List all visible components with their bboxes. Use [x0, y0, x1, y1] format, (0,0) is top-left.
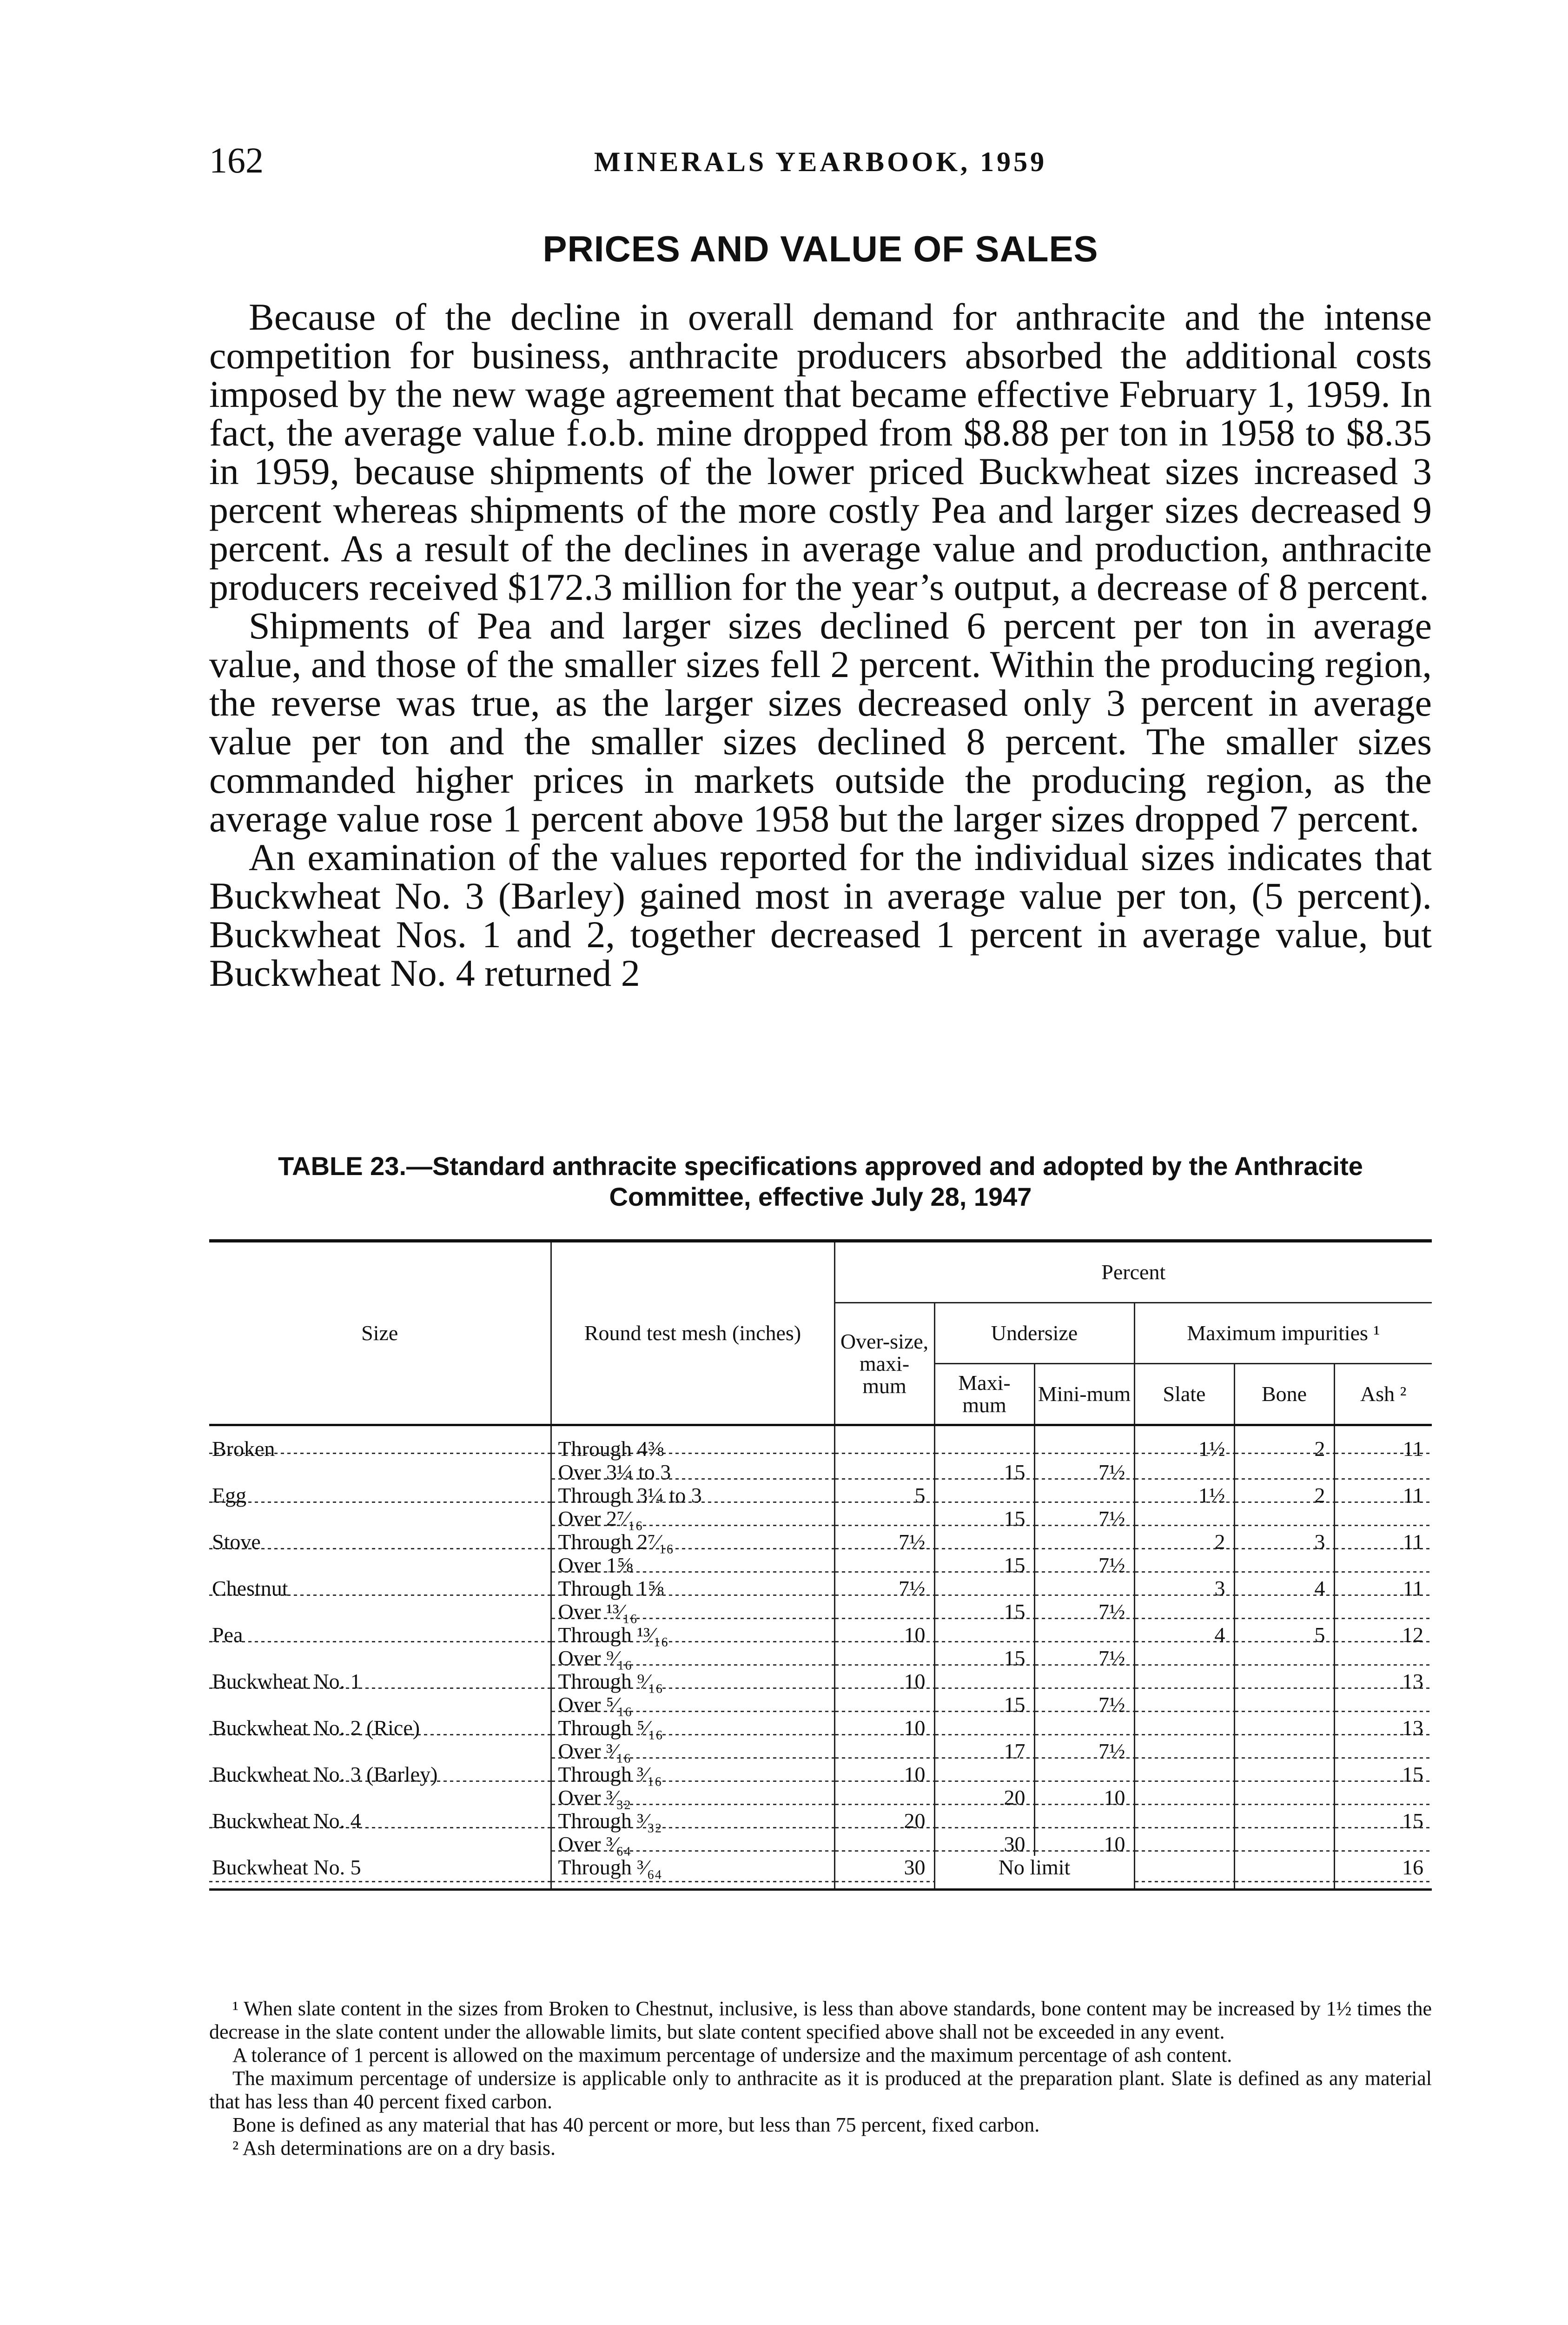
undersize-min-cell: 7½ — [1034, 1647, 1134, 1670]
footnote: The maximum percentage of undersize is applicable only to anthracite as it is produced at the preparation plant. Slate is defined as any material that has less than 40 percent fixed carbon. — [209, 2067, 1432, 2113]
oversize-cell — [834, 1600, 934, 1623]
bone-cell — [1234, 1461, 1334, 1484]
ash-cell: 13 — [1334, 1670, 1432, 1693]
mesh-cell: Over 2⁷⁄₁₆ — [551, 1507, 834, 1530]
section-heading: PRICES AND VALUE OF SALES — [543, 228, 1098, 269]
footnote: Bone is defined as any material that has 40 percent or more, but less than 75 percent, fixed carbon. — [232, 2113, 1040, 2136]
ash-cell: 16 — [1334, 1856, 1432, 1890]
table-row — [209, 1856, 1432, 1890]
undersize-max-header: Maxi-mum — [934, 1364, 1034, 1425]
ash-cell — [1334, 1507, 1432, 1530]
undersize-min-cell — [1034, 1530, 1134, 1554]
mesh-column-header: Round test mesh (inches) — [551, 1241, 834, 1425]
ash-cell: 13 — [1334, 1716, 1432, 1740]
oversize-cell: 10 — [834, 1763, 934, 1786]
mesh-cell: Over ¹³⁄₁₆ — [551, 1600, 834, 1623]
undersize-min-cell: 7½ — [1034, 1740, 1134, 1763]
undersize-max-cell — [934, 1623, 1034, 1647]
undersize-max-cell: 15 — [934, 1507, 1034, 1530]
undersize-min-cell — [1034, 1484, 1134, 1507]
undersize-max-cell: 15 — [934, 1647, 1034, 1670]
running-title: MINERALS YEARBOOK, 1959 — [594, 146, 1047, 177]
slate-cell — [1134, 1740, 1234, 1763]
undersize-min-header: Mini-mum — [1034, 1364, 1134, 1425]
footnote: A tolerance of 1 percent is allowed on the maximum percentage of undersize and the maximum percentage of ash content. — [232, 2044, 1232, 2066]
undersize-max-cell: 15 — [934, 1693, 1034, 1716]
footnote: ¹ When slate content in the sizes from Broken to Chestnut, inclusive, is less than above standards, bone content may be increased by 1½ times the decrease in the slate content under the allowable limits, but slate content specified above shall not be exceeded in any event. — [209, 1997, 1432, 2043]
slate-cell — [1134, 1786, 1234, 1809]
running-head — [209, 140, 1432, 186]
slate-header: Slate — [1134, 1364, 1234, 1425]
undersize-min-cell: 7½ — [1034, 1600, 1134, 1623]
slate-cell — [1134, 1554, 1234, 1577]
bone-cell — [1234, 1600, 1334, 1623]
ash-cell: 11 — [1334, 1484, 1432, 1507]
undersize-max-cell: 15 — [934, 1461, 1034, 1484]
bone-cell — [1234, 1693, 1334, 1716]
specifications-table — [209, 1239, 1432, 1891]
mesh-cell: Through ³⁄₆₄ — [551, 1856, 834, 1890]
bone-cell — [1234, 1763, 1334, 1786]
undersize-max-cell — [934, 1670, 1034, 1693]
size-cell: Buckwheat No. 1 — [209, 1670, 551, 1693]
size-cell: Buckwheat No. 4 — [209, 1809, 551, 1833]
ash-cell — [1334, 1647, 1432, 1670]
slate-cell: 4 — [1134, 1623, 1234, 1647]
oversize-cell — [834, 1740, 934, 1763]
table-row — [209, 1425, 1432, 1461]
mesh-cell: Over 1⅝ — [551, 1554, 834, 1577]
table-row — [209, 1461, 1432, 1484]
size-cell — [209, 1786, 551, 1809]
page-number: 162 — [209, 140, 264, 180]
undersize-min-cell — [1034, 1425, 1134, 1461]
oversize-cell: 10 — [834, 1670, 934, 1693]
bone-cell — [1234, 1740, 1334, 1763]
size-cell — [209, 1600, 551, 1623]
undersize-max-cell — [934, 1425, 1034, 1461]
table-row — [209, 1670, 1432, 1693]
table-row — [209, 1623, 1432, 1647]
undersize-max-cell: 15 — [934, 1600, 1034, 1623]
undersize-min-cell: 7½ — [1034, 1554, 1134, 1577]
table-row — [209, 1507, 1432, 1530]
bone-cell: 3 — [1234, 1530, 1334, 1554]
oversize-cell — [834, 1554, 934, 1577]
slate-cell — [1134, 1716, 1234, 1740]
oversize-cell: 10 — [834, 1716, 934, 1740]
table-row — [209, 1763, 1432, 1786]
bone-cell: 4 — [1234, 1577, 1334, 1600]
size-cell — [209, 1461, 551, 1484]
undersize-max-cell — [934, 1763, 1034, 1786]
undersize-max-cell — [934, 1484, 1034, 1507]
mesh-cell: Over 3¼ to 3 — [551, 1461, 834, 1484]
mesh-cell: Through ³⁄₁₆ — [551, 1763, 834, 1786]
bone-cell: 5 — [1234, 1623, 1334, 1647]
bone-cell — [1234, 1670, 1334, 1693]
size-cell — [209, 1740, 551, 1763]
size-cell — [209, 1507, 551, 1530]
undersize-max-cell — [934, 1577, 1034, 1600]
oversize-cell — [834, 1461, 934, 1484]
paragraph: An examination of the values reported for the individual sizes indicates that Buckwheat No. 3 (Barley) gained most in average value per ton, (5 percent). Buckwheat Nos. 1 and 2, together decreased 1 percent in average value, but Buckwheat No. 4 returned 2 — [209, 836, 1432, 994]
ash-cell: 15 — [1334, 1809, 1432, 1833]
oversize-cell: 7½ — [834, 1530, 934, 1554]
mesh-cell: Over ³⁄₆₄ — [551, 1833, 834, 1856]
table-body — [209, 1425, 1432, 1890]
oversize-cell — [834, 1833, 934, 1856]
ash-cell — [1334, 1554, 1432, 1577]
size-cell — [209, 1554, 551, 1577]
size-cell: Broken — [209, 1425, 551, 1461]
undersize-min-cell — [1034, 1577, 1134, 1600]
slate-cell — [1134, 1670, 1234, 1693]
oversize-cell: 20 — [834, 1809, 934, 1833]
undersize-max-cell — [934, 1716, 1034, 1740]
oversize-cell: 10 — [834, 1623, 934, 1647]
undersize-max-cell — [934, 1809, 1034, 1833]
ash-cell — [1334, 1693, 1432, 1716]
slate-cell — [1134, 1647, 1234, 1670]
oversize-cell — [834, 1693, 934, 1716]
bone-cell — [1234, 1554, 1334, 1577]
size-cell: Chestnut — [209, 1577, 551, 1600]
size-cell — [209, 1647, 551, 1670]
footnote: ² Ash determinations are on a dry basis. — [232, 2137, 556, 2159]
size-cell: Buckwheat No. 2 (Rice) — [209, 1716, 551, 1740]
table-row — [209, 1530, 1432, 1554]
ash-cell: 11 — [1334, 1530, 1432, 1554]
oversize-cell: 5 — [834, 1484, 934, 1507]
size-column-header: Size — [209, 1241, 551, 1425]
table-row — [209, 1647, 1432, 1670]
slate-cell: 1½ — [1134, 1425, 1234, 1461]
table-caption: TABLE 23.—Standard anthracite specifications approved and adopted by the Anthracite Committee, effective July 28, 1947 — [278, 1151, 1363, 1211]
footnotes — [209, 1997, 1432, 2160]
size-cell: Pea — [209, 1623, 551, 1647]
ash-cell — [1334, 1600, 1432, 1623]
undersize-max-cell: 20 — [934, 1786, 1034, 1809]
oversize-cell — [834, 1425, 934, 1461]
mesh-cell: Over ⁹⁄₁₆ — [551, 1647, 834, 1670]
undersize-min-cell: 7½ — [1034, 1693, 1134, 1716]
slate-cell — [1134, 1856, 1234, 1890]
undersize-min-cell: 7½ — [1034, 1461, 1134, 1484]
table-row — [209, 1786, 1432, 1809]
table-row — [209, 1554, 1432, 1577]
bone-cell — [1234, 1716, 1334, 1740]
undersize-min-cell — [1034, 1809, 1134, 1833]
table-row — [209, 1484, 1432, 1507]
mesh-cell: Through 3¼ to 3 — [551, 1484, 834, 1507]
undersize-min-cell — [1034, 1670, 1134, 1693]
slate-cell: 1½ — [1134, 1484, 1234, 1507]
bone-cell — [1234, 1647, 1334, 1670]
table-row — [209, 1693, 1432, 1716]
mesh-cell: Through ¹³⁄₁₆ — [551, 1623, 834, 1647]
body-text — [209, 298, 1432, 992]
slate-cell: 2 — [1134, 1530, 1234, 1554]
paragraph: Because of the decline in overall demand for anthracite and the intense competition for business, anthracite producers absorbed the additional costs imposed by the new wage agreement that became effective February 1, 1959. In fact, the average value f.o.b. mine dropped from $8.88 per ton in 1958 to $8.35 in 1959, because shipments of the lower priced Buckwheat sizes increased 3 percent whereas shipments of the more costly Pea and larger sizes decreased 9 percent. As a result of the declines in average value and production, anthracite producers received $172.3 million for the year’s output, a decrease of 8 percent. — [209, 296, 1432, 608]
mesh-cell: Through ⁵⁄₁₆ — [551, 1716, 834, 1740]
ash-cell — [1334, 1740, 1432, 1763]
ash-cell — [1334, 1786, 1432, 1809]
undersize-min-cell — [1034, 1716, 1134, 1740]
slate-cell — [1134, 1763, 1234, 1786]
undersize-max-cell — [934, 1530, 1034, 1554]
mesh-cell: Through ³⁄₃₂ — [551, 1809, 834, 1833]
size-cell: Stove — [209, 1530, 551, 1554]
slate-cell — [1134, 1600, 1234, 1623]
mesh-cell: Through 4⅜ — [551, 1425, 834, 1461]
undersize-max-cell: 30 — [934, 1833, 1034, 1856]
bone-cell — [1234, 1809, 1334, 1833]
ash-cell: 11 — [1334, 1425, 1432, 1461]
table-row — [209, 1833, 1432, 1856]
bone-cell — [1234, 1833, 1334, 1856]
slate-cell — [1134, 1507, 1234, 1530]
slate-cell — [1134, 1833, 1234, 1856]
paragraph: Shipments of Pea and larger sizes declined 6 percent per ton in average value, and those of the smaller sizes fell 2 percent. Within the producing region, the reverse was true, as the larger sizes decreased only 3 percent in average value per ton and the smaller sizes declined 8 percent. The smaller sizes commanded higher prices in markets outside the producing region, as the average value rose 1 percent above 1958 but the larger sizes dropped 7 percent. — [209, 604, 1432, 840]
oversize-cell: 7½ — [834, 1577, 934, 1600]
size-cell — [209, 1833, 551, 1856]
oversize-cell — [834, 1786, 934, 1809]
undersize-max-cell: 17 — [934, 1740, 1034, 1763]
oversize-cell: 30 — [834, 1856, 934, 1890]
mesh-cell: Over ³⁄₁₆ — [551, 1740, 834, 1763]
size-cell — [209, 1693, 551, 1716]
size-cell: Buckwheat No. 5 — [209, 1856, 551, 1890]
bone-cell: 2 — [1234, 1425, 1334, 1461]
size-cell: Buckwheat No. 3 (Barley) — [209, 1763, 551, 1786]
table-row — [209, 1716, 1432, 1740]
slate-cell — [1134, 1693, 1234, 1716]
bone-header: Bone — [1234, 1364, 1334, 1425]
slate-cell: 3 — [1134, 1577, 1234, 1600]
undersize-min-cell — [1034, 1763, 1134, 1786]
table-row — [209, 1577, 1432, 1600]
bone-cell — [1234, 1507, 1334, 1530]
bone-cell: 2 — [1234, 1484, 1334, 1507]
slate-cell — [1134, 1809, 1234, 1833]
oversize-header: Over-size, maxi-mum — [834, 1303, 934, 1425]
percent-header: Percent — [834, 1241, 1432, 1303]
ash-header: Ash ² — [1334, 1364, 1432, 1425]
mesh-cell: Through 2⁷⁄₁₆ — [551, 1530, 834, 1554]
ash-cell: 11 — [1334, 1577, 1432, 1600]
mesh-cell: Through 1⅝ — [551, 1577, 834, 1600]
table-row — [209, 1600, 1432, 1623]
oversize-cell — [834, 1507, 934, 1530]
undersize-min-cell — [1034, 1623, 1134, 1647]
bone-cell — [1234, 1786, 1334, 1809]
mesh-cell: Over ⁵⁄₁₆ — [551, 1693, 834, 1716]
ash-cell — [1334, 1461, 1432, 1484]
ash-cell: 12 — [1334, 1623, 1432, 1647]
impurities-header: Maximum impurities ¹ — [1134, 1303, 1432, 1364]
undersize-max-cell: 15 — [934, 1554, 1034, 1577]
ash-cell — [1334, 1833, 1432, 1856]
slate-cell — [1134, 1461, 1234, 1484]
oversize-cell — [834, 1647, 934, 1670]
bone-cell — [1234, 1856, 1334, 1890]
mesh-cell: Through ⁹⁄₁₆ — [551, 1670, 834, 1693]
table-row — [209, 1740, 1432, 1763]
undersize-cell: No limit — [934, 1856, 1134, 1890]
undersize-min-cell: 7½ — [1034, 1507, 1134, 1530]
mesh-cell: Over ³⁄₃₂ — [551, 1786, 834, 1809]
undersize-min-cell: 10 — [1034, 1833, 1134, 1856]
ash-cell: 15 — [1334, 1763, 1432, 1786]
undersize-header: Undersize — [934, 1303, 1134, 1364]
undersize-min-cell: 10 — [1034, 1786, 1134, 1809]
size-cell: Egg — [209, 1484, 551, 1507]
table-row — [209, 1809, 1432, 1833]
